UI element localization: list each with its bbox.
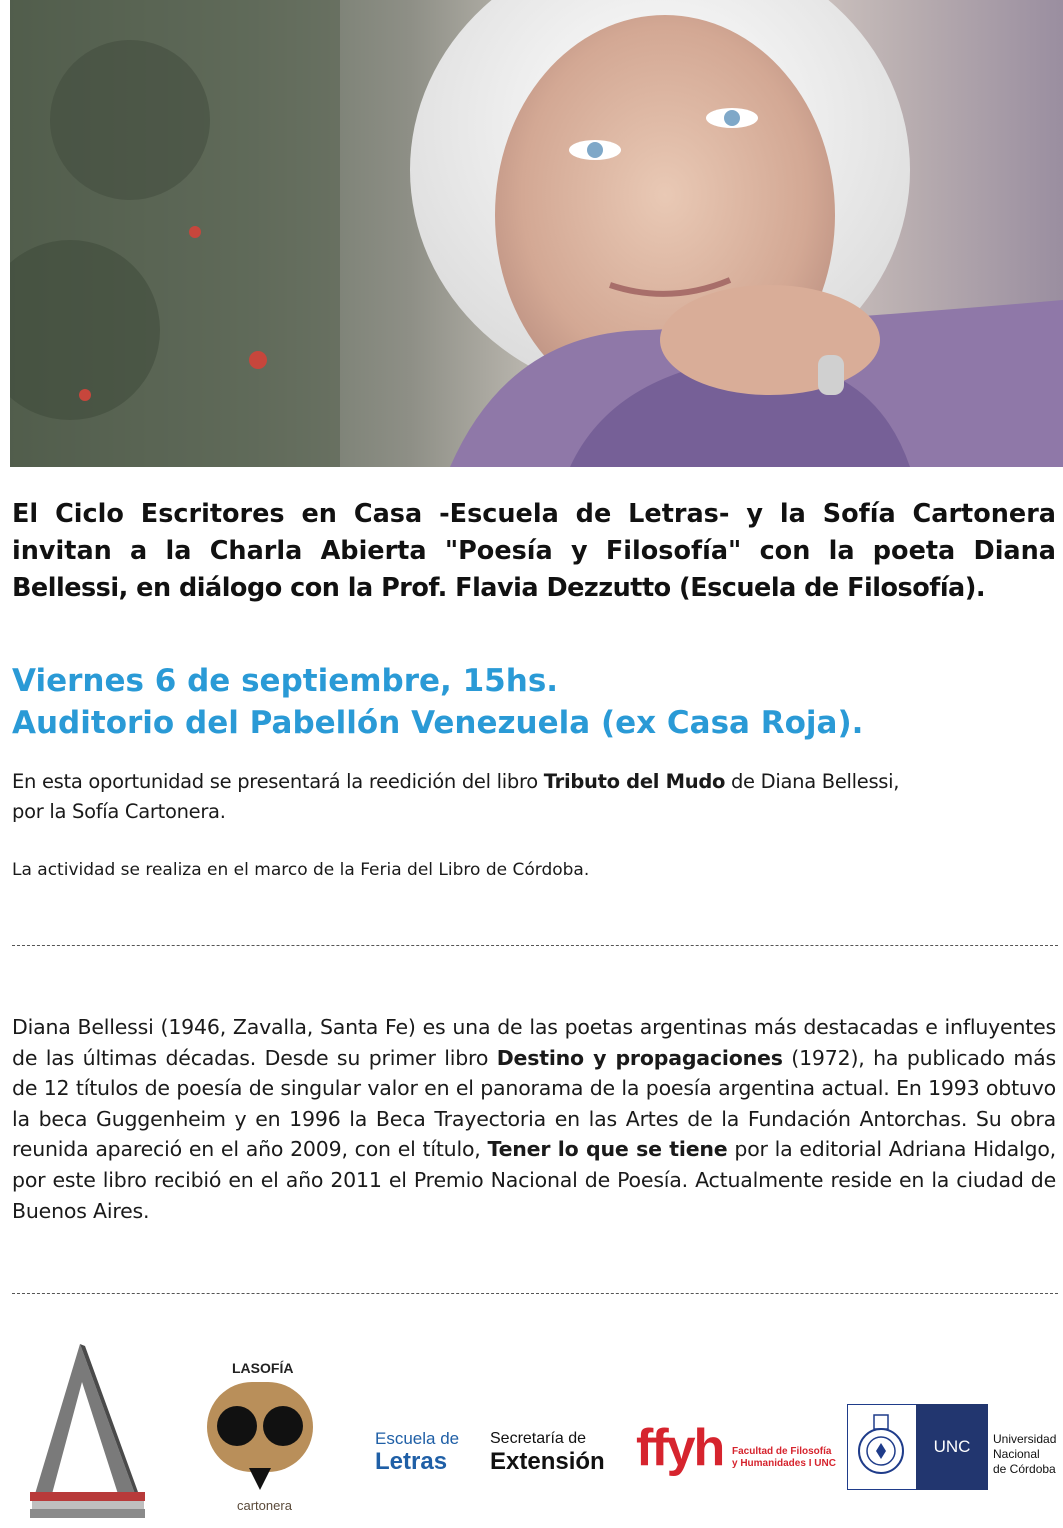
unc-name-line-2: Nacional (993, 1447, 1040, 1461)
secretaria-extension-logo (490, 1429, 605, 1475)
ffyh-mark: ffyh (636, 1419, 724, 1477)
book-title-destino: Destino y propagaciones (496, 1045, 783, 1070)
ffyh-logo (636, 1419, 836, 1477)
divider-top (12, 945, 1058, 946)
cartonera-title: LASOFÍA (232, 1360, 294, 1376)
secretaria-line-1: Secretaría de (490, 1430, 587, 1447)
cartonera-eyes-icon (205, 1380, 315, 1495)
presentation-text-after: de Diana Bellessi, (725, 770, 900, 793)
presentation-text-before: En esta oportunidad se presentará la reedición del libro (12, 770, 544, 793)
event-place: Auditorio del Pabellón Venezuela (ex Casa Roja). (12, 705, 864, 741)
intro-line-2: invitan a la Charla Abierta "Poesía y Filosofía" con la poeta Diana (12, 536, 1056, 566)
ffyh-subtitle (732, 1446, 862, 1470)
sofia-cartonera-logo (205, 1360, 315, 1525)
unc-seal-icon (847, 1404, 917, 1490)
presentation-line-2: por la Sofía Cartonera. (12, 800, 226, 823)
biography (12, 1012, 1056, 1226)
unc-logo (847, 1404, 1057, 1490)
intro-paragraph (12, 496, 1056, 607)
books-house-logo (20, 1334, 150, 1524)
unc-name-line-1: Universidad (993, 1432, 1057, 1446)
event-date: Viernes 6 de septiembre, 15hs. (12, 663, 559, 699)
cartonera-subtitle: cartonera (237, 1498, 292, 1513)
sponsor-logos (0, 1320, 1063, 1528)
ffyh-sub-line-2: y Humanidades I UNC (732, 1458, 836, 1469)
presentation-line-1 (12, 767, 1052, 797)
portrait-photo (10, 0, 1063, 467)
divider-bottom (12, 1293, 1058, 1294)
unc-full-name (993, 1432, 1056, 1477)
book-title-tributo: Tributo del Mudo (543, 770, 726, 793)
bio-part-3: por la editorial Adriana Hidalgo, por este libro recibió en el año 2011 el Premio Nacional de Poesía. Actualmente reside en la ciudad de Buenos Aires. (12, 1137, 1056, 1223)
presentation-text (12, 767, 1052, 827)
escuela-letras-logo (375, 1429, 459, 1475)
secretaria-line-2: Extensión (490, 1448, 605, 1475)
bio-part-1: Diana Bellessi (1946, Zavalla, Santa Fe) es una de las poetas argentinas más destacadas e influyentes de las últimas décadas. Desde su primer libro (12, 1015, 1056, 1070)
escuela-line-2: Letras (375, 1448, 448, 1475)
book-title-tener: Tener lo que se tiene (487, 1137, 728, 1162)
event-info (12, 660, 1052, 744)
escuela-line-1: Escuela de (375, 1429, 460, 1448)
feria-note: La actividad se realiza en el marco de la Feria del Libro de Córdoba. (12, 860, 590, 880)
intro-line-3: Bellessi, en diálogo con la Prof. Flavia Dezzutto (Escuela de Filosofía). (12, 573, 986, 603)
bio-part-2: (1972), ha publicado más de 12 títulos de poesía de singular valor en el panorama de la poesía argentina actual. En 1993 obtuvo la beca Guggenheim y en 1996 la Beca Trayectoria en las Artes de la Fundación Antorchas. Su obra reunida apareció en el año 2009, con el título, (12, 1045, 1056, 1162)
intro-line-1: El Ciclo Escritores en Casa -Escuela de Letras- y la Sofía Cartonera (12, 499, 1056, 529)
unc-name-line-3: de Córdoba (993, 1462, 1056, 1476)
portrait-illustration (10, 0, 1063, 467)
unc-short-label: UNC (916, 1404, 988, 1490)
ffyh-sub-line-1: Facultad de Filosofía (732, 1446, 832, 1457)
